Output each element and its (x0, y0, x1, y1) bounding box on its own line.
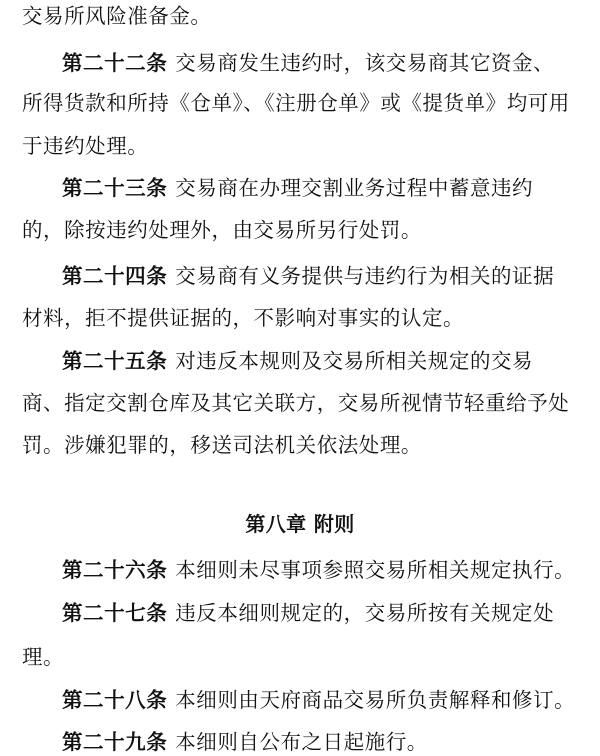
article-number: 第二十二条 (62, 51, 168, 75)
line-text: 所得货款和所持《仓单》、《注册仓单》或《提货单》均可用 (22, 91, 570, 115)
line-text: 交易商有义务提供与违约行为相关的证据 (175, 264, 555, 288)
text-line (22, 134, 582, 158)
text-line (22, 306, 582, 330)
article-27 (62, 601, 582, 625)
line-text: 理。 (22, 645, 65, 669)
line-text: 本细则未尽事项参照交易所相关规定执行。 (175, 558, 576, 582)
article-25 (62, 349, 582, 373)
text-line (22, 433, 582, 457)
article-number: 第二十六条 (62, 558, 168, 582)
article-23 (62, 176, 582, 200)
line-text: 交易商在办理交割业务过程中蓄意违约 (175, 176, 534, 200)
line-text: 交易商发生违约时，该交易商其它资金、 (175, 51, 555, 75)
text-line (22, 391, 582, 415)
article-number: 第二十九条 (62, 730, 168, 754)
article-number: 第二十三条 (62, 176, 168, 200)
text-line (22, 645, 582, 669)
article-number: 第二十四条 (62, 264, 168, 288)
article-number: 第二十五条 (62, 349, 168, 373)
line-text: 的，除按违约处理外，由交易所另行处罚。 (22, 218, 422, 242)
line-text: 材料，拒不提供证据的，不影响对事实的认定。 (22, 306, 465, 330)
text-line (22, 218, 582, 242)
article-29 (62, 730, 582, 754)
line-text: 于违约处理。 (22, 134, 149, 158)
text-line (22, 4, 582, 28)
article-28 (62, 688, 582, 712)
article-26 (62, 558, 582, 582)
chapter-title: 第八章 附则 (245, 512, 355, 536)
article-24 (62, 264, 582, 288)
line-text: 罚。涉嫌犯罪的，移送司法机关依法处理。 (22, 433, 422, 457)
article-number: 第二十八条 (62, 688, 168, 712)
line-text: 本细则自公布之日起施行。 (175, 730, 428, 754)
article-number: 第二十七条 (62, 601, 168, 625)
line-text: 对违反本规则及交易所相关规定的交易 (175, 349, 534, 373)
line-text: 违反本细则规定的，交易所按有关规定处 (175, 601, 555, 625)
line-text: 本细则由天府商品交易所负责解释和修订。 (175, 688, 576, 712)
line-text: 商、指定交割仓库及其它关联方，交易所视情节轻重给予处 (22, 391, 570, 415)
article-22 (62, 51, 582, 75)
line-text: 交易所风险准备金。 (22, 4, 212, 28)
text-line (22, 91, 582, 115)
